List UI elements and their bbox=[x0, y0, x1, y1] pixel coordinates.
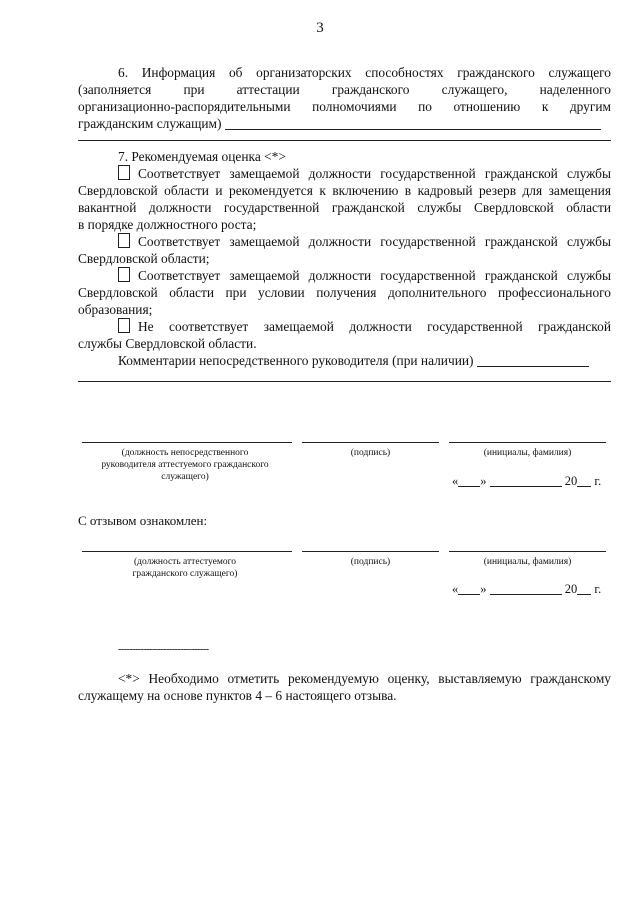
option-3-line: Свердловской области при условии получения дополнительного профессионального bbox=[78, 285, 611, 300]
option-3-checkbox[interactable] bbox=[118, 267, 130, 282]
option-2-text: Соответствует замещаемой должности государственной гражданской службы bbox=[138, 234, 611, 249]
date-close-quote: » bbox=[480, 474, 487, 488]
date-field bbox=[452, 474, 601, 489]
year-fill-line[interactable] bbox=[577, 582, 591, 595]
option-2-line: Свердловской области; bbox=[78, 251, 210, 266]
comments-row bbox=[78, 352, 611, 369]
option-1-checkbox[interactable] bbox=[118, 165, 130, 180]
signature-line[interactable] bbox=[302, 551, 439, 552]
comments-fill-line[interactable] bbox=[477, 354, 589, 367]
date-suffix: г. bbox=[594, 582, 602, 596]
option-4-text: Не соответствует замещаемой должности государственной гражданской bbox=[138, 319, 611, 334]
name-signature-line[interactable] bbox=[449, 442, 606, 443]
footnote bbox=[78, 670, 611, 704]
position-signature-line[interactable] bbox=[82, 442, 292, 443]
name-caption: (инициалы, фамилия) bbox=[483, 557, 572, 567]
footnote-separator: -------------------------------- bbox=[118, 644, 209, 655]
position-caption: (должность непосредственного руководителя аттестуемого гражданского служащего) bbox=[101, 448, 269, 482]
option-1-line: вакантной должности государственной гражданской службы Свердловской области bbox=[78, 200, 611, 215]
month-fill-line[interactable] bbox=[490, 582, 562, 595]
footnote-line: служащему на основе пунктов 4 – 6 настоящего отзыва. bbox=[78, 688, 397, 703]
date-field bbox=[452, 582, 601, 597]
signature-caption: (подпись) bbox=[350, 557, 391, 567]
date-year: 20 bbox=[564, 474, 578, 488]
date-open-quote: « bbox=[452, 582, 459, 596]
section-7 bbox=[78, 148, 611, 369]
date-suffix: г. bbox=[594, 474, 602, 488]
date-year: 20 bbox=[564, 582, 578, 596]
date-open-quote: « bbox=[452, 474, 459, 488]
page-number: 3 bbox=[316, 20, 324, 36]
section-6-line: организационно-распорядительными полномочиями по отношению к другим bbox=[78, 99, 611, 114]
footnote-line: <*> Необходимо отметить рекомендуемую оценку, выставляемую гражданскому bbox=[118, 671, 611, 686]
name-caption: (инициалы, фамилия) bbox=[483, 448, 572, 458]
acquainted-label: С отзывом ознакомлен: bbox=[78, 513, 208, 528]
option-4-line: службы Свердловской области. bbox=[78, 336, 257, 351]
section-6-line: (заполняется при аттестации гражданского служащего, наделенного bbox=[78, 82, 611, 97]
option-4-checkbox[interactable] bbox=[118, 318, 130, 333]
option-1 bbox=[78, 165, 611, 182]
date-close-quote: » bbox=[480, 582, 487, 596]
comments-fill-line[interactable] bbox=[78, 381, 611, 382]
section-6-line-text: гражданским служащим) bbox=[78, 116, 222, 131]
option-3 bbox=[78, 267, 611, 284]
month-fill-line[interactable] bbox=[490, 474, 562, 487]
day-fill-line[interactable] bbox=[458, 474, 480, 487]
option-1-line: в порядке должностного роста; bbox=[78, 217, 257, 232]
section-7-title: 7. Рекомендуемая оценка <*> bbox=[118, 149, 286, 164]
option-3-line: образования; bbox=[78, 302, 153, 317]
option-1-line: Свердловской области и рекомендуется к включению в кадровый резерв для замещения bbox=[78, 183, 611, 198]
position-signature-line[interactable] bbox=[82, 551, 292, 552]
day-fill-line[interactable] bbox=[458, 582, 480, 595]
fill-line[interactable] bbox=[78, 140, 611, 141]
option-2-checkbox[interactable] bbox=[118, 233, 130, 248]
fill-line[interactable] bbox=[225, 117, 601, 130]
option-1-text: Соответствует замещаемой должности государственной гражданской службы bbox=[138, 166, 611, 181]
name-signature-line[interactable] bbox=[449, 551, 606, 552]
signature-line[interactable] bbox=[302, 442, 439, 443]
option-4 bbox=[78, 318, 611, 335]
option-3-text: Соответствует замещаемой должности государственной гражданской службы bbox=[138, 268, 611, 283]
section-6 bbox=[78, 64, 611, 132]
section-6-line bbox=[78, 115, 611, 132]
year-fill-line[interactable] bbox=[577, 474, 591, 487]
section-6-line: 6. Информация об организаторских способностях гражданского служащего bbox=[118, 65, 611, 80]
option-2 bbox=[78, 233, 611, 250]
comments-label: Комментарии непосредственного руководителя (при наличии) bbox=[118, 353, 474, 368]
signature-caption: (подпись) bbox=[350, 448, 391, 458]
position-caption: (должность аттестуемого гражданского служащего) bbox=[132, 557, 238, 579]
